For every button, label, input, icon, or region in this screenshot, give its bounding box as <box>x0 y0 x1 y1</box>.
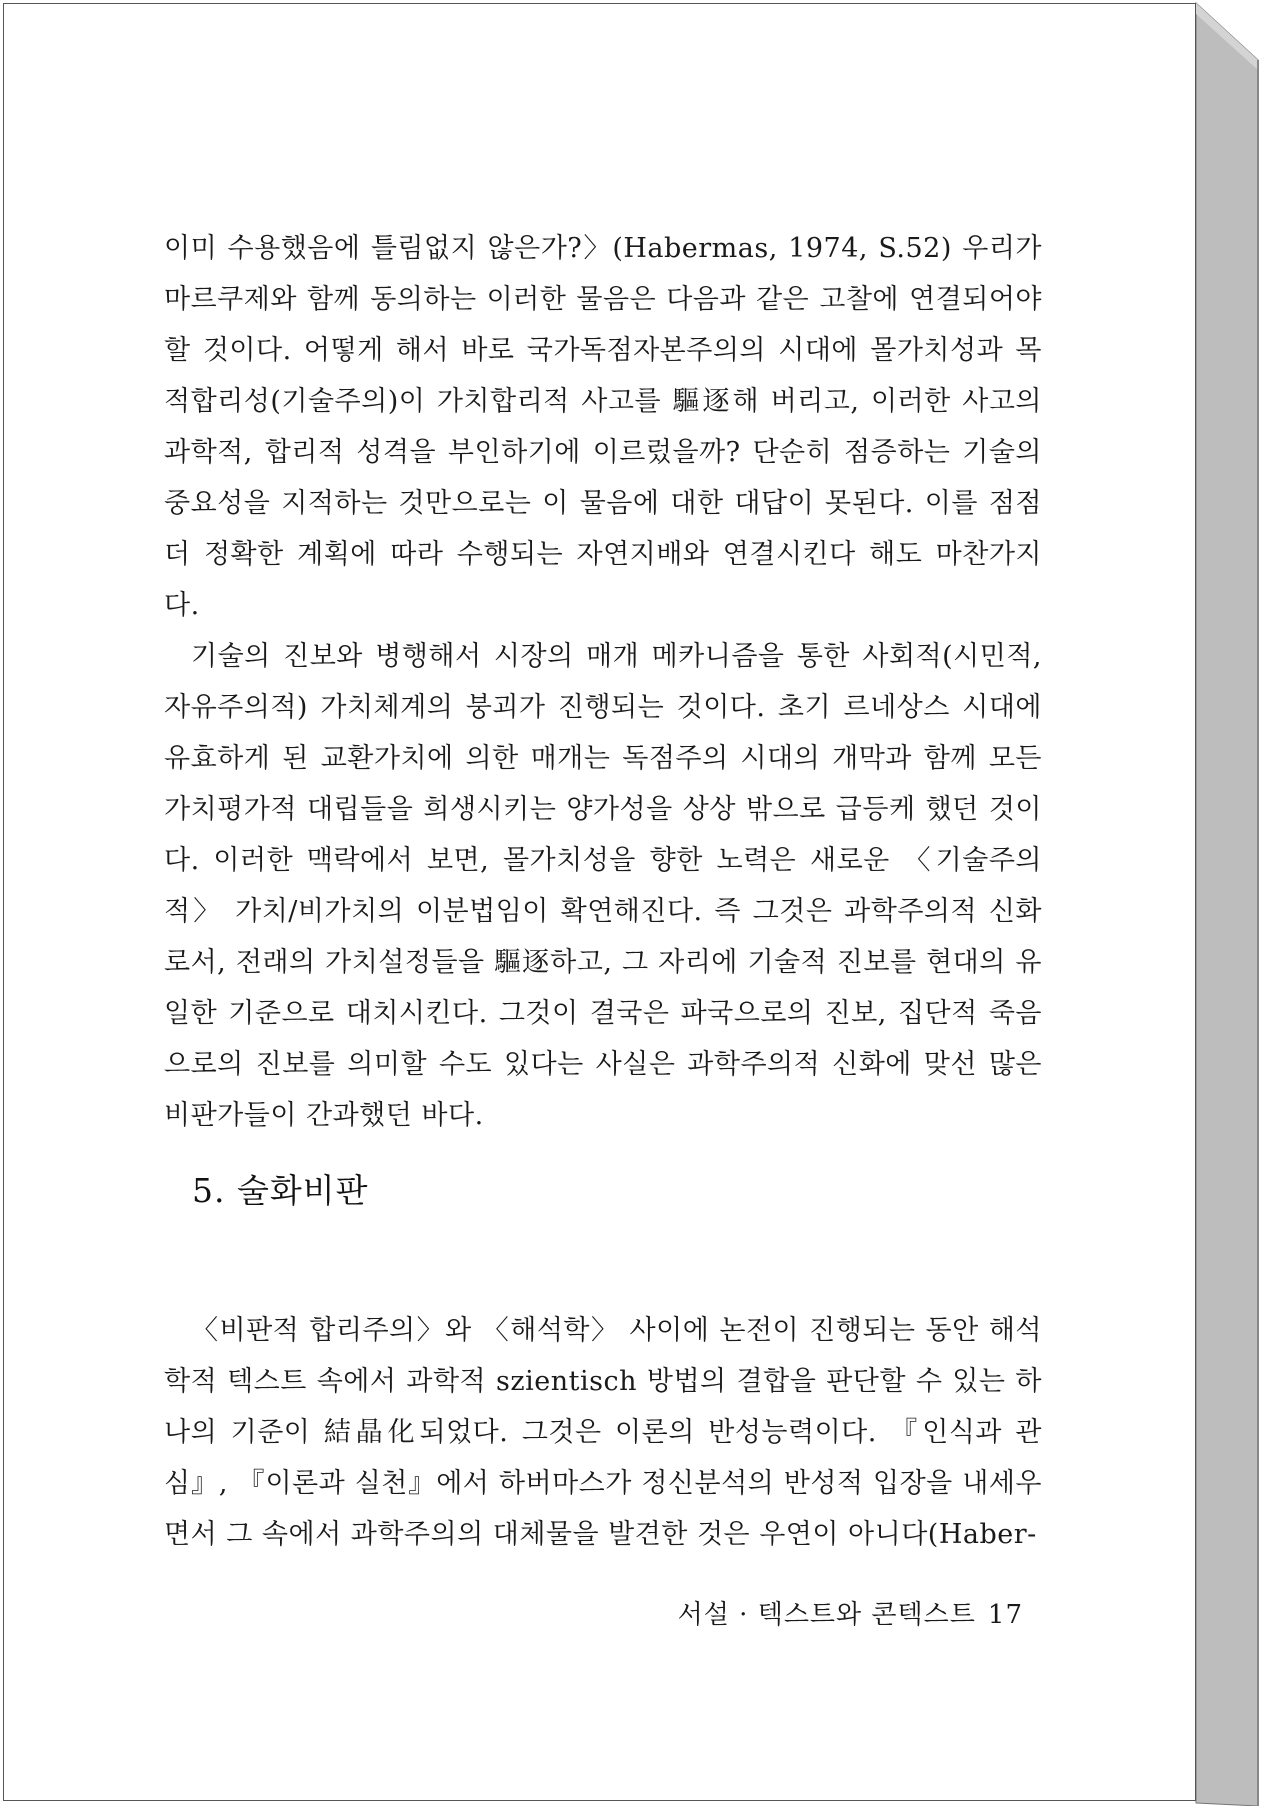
footer-title: 서설 · 텍스트와 콘텍스트 <box>677 1600 976 1630</box>
paragraph-1: 이미 수용했음에 틀림없지 않은가?〉(Habermas, 1974, S.52) 우리가 마르쿠제와 함께 동의하는 이러한 물음은 다음과 같은 고찰에 연결되어야 할 것이다. 어떻게 해서 바로 국가독점자본주의의 시대에 몰가치성과 목적합리성(기술주의)이 가치합리적 사고를 驅逐해 버리고, 이러한 사고의 과학적, 합리적 성격을 부인하기에 이르렀을까? 단순히 점증하는 기술의 중요성을 지적하는 것만으로는 이 물음에 대한 대답이 못된다. 이를 점점 더 정확한 계획에 따라 수행되는 자연지배와 연결시킨다 해도 마찬가지다. <box>164 233 1042 621</box>
body-text-block <box>164 223 1042 1141</box>
section-heading: 5. 술화비판 <box>192 1171 369 1210</box>
paragraph-2: 기술의 진보와 병행해서 시장의 매개 메카니즘을 통한 사회적(시민적, 자유주의적) 가치체계의 붕괴가 진행되는 것이다. 초기 르네상스 시대에 유효하게 된 교환가치에 의한 매개는 독점주의 시대의 개막과 함께 모든 가치평가적 대립들을 희생시키는 양가성을 상상 밖으로 급등케 했던 것이다. 이러한 맥락에서 보면, 몰가치성을 향한 노력은 새로운 〈기술주의적〉 가치/비가치의 이분법임이 확연해진다. 즉 그것은 과학주의적 신화로서, 전래의 가치설정들을 驅逐하고, 그 자리에 기술적 진보를 현대의 유일한 기준으로 대치시킨다. 그것이 결국은 파국으로의 진보, 집단적 죽음으로의 진보를 의미할 수도 있다는 사실은 과학주의적 신화에 맞선 많은 비판가들이 간과했던 바다. <box>164 641 1042 1131</box>
section-paragraph-1: 〈비판적 합리주의〉와 〈해석학〉 사이에 논전이 진행되는 동안 해석학적 텍스트 속에서 과학적 szientisch 방법의 결합을 판단할 수 있는 하나의 기준이 結晶化되었다. 그것은 이론의 반성능력이다. 『인식과 관심』, 『이론과 실천』에서 하버마스가 정신분석의 반성적 입장을 내세우면서 그 속에서 과학주의의 대체물을 발견한 것은 우연이 아니다(Haber- <box>164 1315 1042 1550</box>
section-text-block <box>164 1305 1042 1560</box>
running-footer <box>678 1594 1023 1631</box>
page-number: 17 <box>987 1600 1023 1630</box>
